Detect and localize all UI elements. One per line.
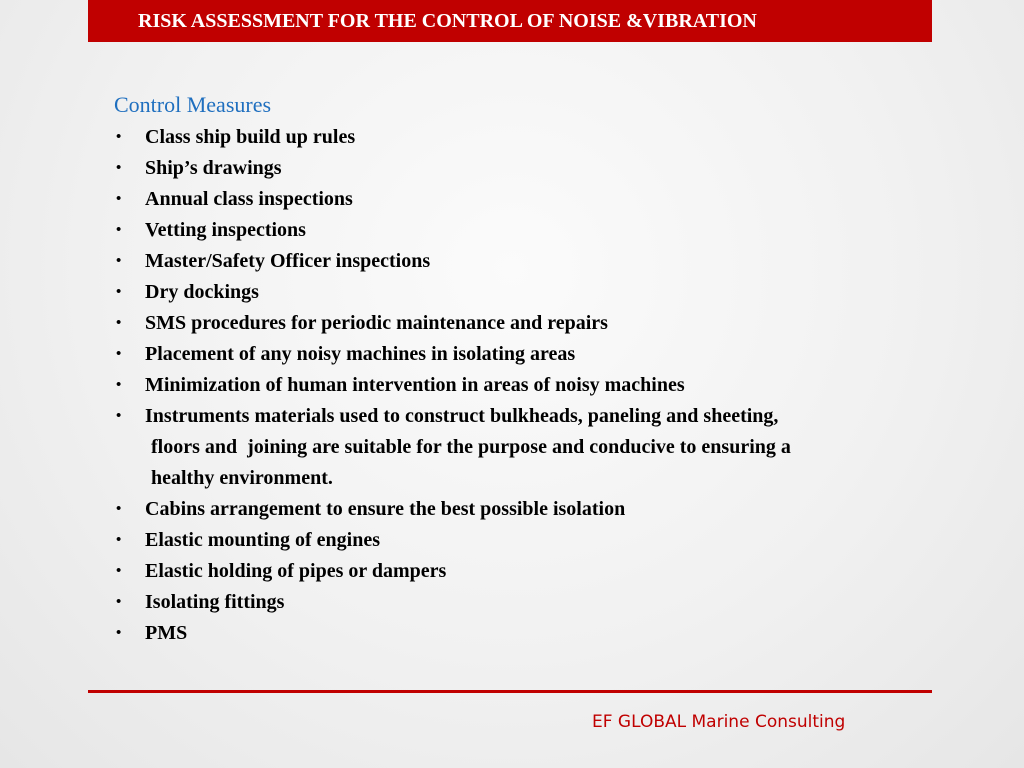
list-item-line: SMS procedures for periodic maintenance and repairs: [145, 312, 608, 334]
list-item: [114, 339, 994, 370]
list-item-line: floors and joining are suitable for the purpose and conducive to ensuring a: [151, 436, 791, 458]
list-item-text: [145, 339, 994, 370]
list-item-line: Cabins arrangement to ensure the best possible isolation: [145, 498, 626, 520]
bullet-icon: •: [116, 129, 122, 145]
slide-content: [114, 90, 994, 649]
list-item-line: Elastic holding of pipes or dampers: [145, 560, 447, 582]
control-measures-list: [114, 122, 994, 649]
list-item-line: Instruments materials used to construct bulkheads, paneling and sheeting,: [145, 405, 779, 427]
list-item-line: Ship’s drawings: [145, 157, 282, 179]
bullet-icon: •: [116, 625, 122, 641]
list-item-text: [145, 184, 994, 215]
bullet-icon: •: [116, 315, 122, 331]
bullet-icon: •: [116, 594, 122, 610]
list-item: [114, 277, 994, 308]
list-item: [114, 153, 994, 184]
bullet-icon: •: [116, 253, 122, 269]
bullet-icon: •: [116, 160, 122, 176]
list-item-text: [145, 525, 994, 556]
footer-divider: [88, 690, 932, 693]
bullet-icon: •: [116, 222, 122, 238]
list-item-text: [145, 308, 994, 339]
list-item-text: [145, 246, 994, 277]
list-item-text: [145, 153, 994, 184]
list-item: [114, 587, 994, 618]
bullet-icon: •: [116, 563, 122, 579]
list-item: [114, 401, 994, 494]
slide-title-bar: [88, 0, 932, 42]
list-item: [114, 494, 994, 525]
list-item: [114, 246, 994, 277]
bullet-icon: •: [116, 284, 122, 300]
list-item-text: [145, 401, 994, 494]
list-item: [114, 556, 994, 587]
list-item-text: [145, 618, 994, 649]
list-item-line: Dry dockings: [145, 281, 259, 303]
slide-title: RISK ASSESSMENT FOR THE CONTROL OF NOISE &VIBRATION: [138, 10, 757, 32]
list-item-text: [145, 587, 994, 618]
bullet-icon: •: [116, 377, 122, 393]
list-item-line: Annual class inspections: [145, 188, 353, 210]
list-item: [114, 122, 994, 153]
list-item-text: [145, 556, 994, 587]
bullet-icon: •: [116, 408, 122, 424]
list-item-text: [145, 215, 994, 246]
list-item-line: Vetting inspections: [145, 219, 306, 241]
list-item: [114, 370, 994, 401]
list-item: [114, 215, 994, 246]
list-item-text: [145, 370, 994, 401]
list-item-line: Minimization of human intervention in areas of noisy machines: [145, 374, 685, 396]
list-item-line: Placement of any noisy machines in isolating areas: [145, 343, 576, 365]
list-item-line: Master/Safety Officer inspections: [145, 250, 431, 272]
bullet-icon: •: [116, 532, 122, 548]
list-item-line: Class ship build up rules: [145, 126, 356, 148]
list-item: [114, 184, 994, 215]
list-item-text: [145, 122, 994, 153]
section-heading: Control Measures: [114, 92, 272, 117]
list-item-line: PMS: [145, 622, 188, 644]
list-item-text: [145, 277, 994, 308]
list-item: [114, 308, 994, 339]
list-item: [114, 618, 994, 649]
list-item-line: Isolating fittings: [145, 591, 285, 613]
list-item: [114, 525, 994, 556]
bullet-icon: •: [116, 191, 122, 207]
bullet-icon: •: [116, 346, 122, 362]
list-item-line: healthy environment.: [151, 467, 333, 489]
footer-text: EF GLOBAL Marine Consulting: [592, 712, 846, 732]
bullet-icon: •: [116, 501, 122, 517]
list-item-text: [145, 494, 994, 525]
list-item-line: Elastic mounting of engines: [145, 529, 381, 551]
